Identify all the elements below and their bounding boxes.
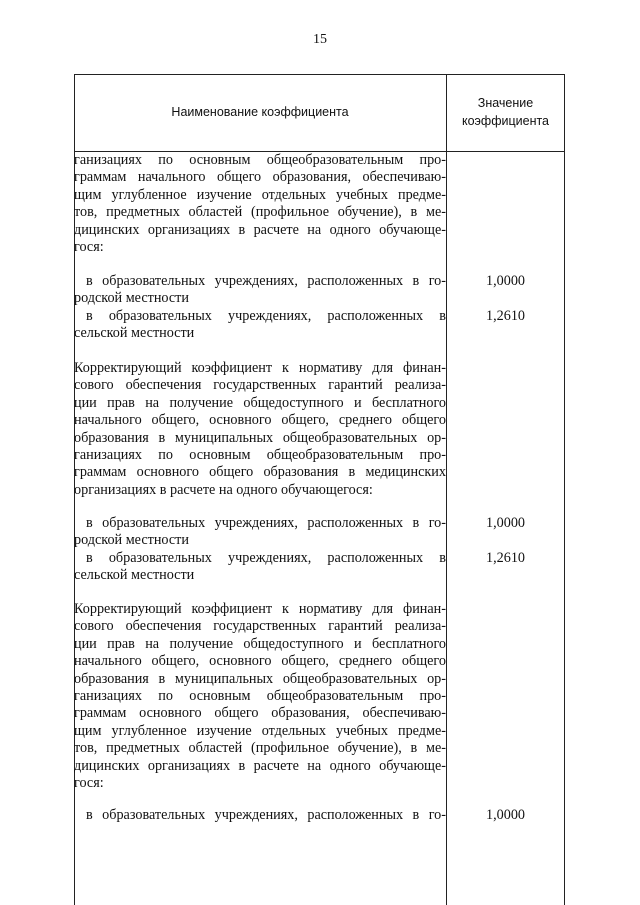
row-urban-2 [74, 515, 446, 550]
text-line: ганизациях по основным общеобразовательным про- [74, 687, 446, 704]
text-line: начального общего, основного общего, среднего общего [74, 412, 446, 429]
text-line: в образовательных учреждениях, расположенных в [86, 308, 446, 324]
text-line: в образовательных учреждениях, расположенных в [86, 550, 446, 566]
value-urban-1: 1,0000 [485, 273, 525, 289]
row-urban-1 [74, 273, 446, 308]
text-line: образования в муниципальных общеобразовательных ор- [74, 429, 446, 446]
text-line: родской местности [74, 290, 189, 307]
text-line: в образовательных учреждениях, расположенных в го- [86, 807, 446, 823]
column-header-name: Наименование коэффициента [171, 105, 349, 119]
text-line: тов, предметных областей (профильное обучение), в ме- [74, 740, 446, 757]
text-line: сельской местности [74, 567, 195, 584]
column-header-value-line2: коэффициента [461, 113, 550, 128]
row-rural-2 [74, 550, 446, 585]
text-line: сельской местности [74, 325, 195, 342]
column-header-value [446, 74, 565, 151]
value-urban-3: 1,0000 [485, 807, 525, 823]
value-rural-2: 1,2610 [485, 550, 525, 566]
text-line: Корректирующий коэффициент к нормативу для финан- [74, 601, 446, 617]
text-line: в образовательных учреждениях, расположенных в го- [86, 515, 446, 531]
text-line: Корректирующий коэффициент к нормативу для финан- [74, 360, 446, 376]
text-line: щим углубленное изучение отдельных учебных предме- [74, 722, 446, 739]
text-line: граммам основного общего образования в медицинских [74, 464, 446, 481]
text-line: образования в муниципальных общеобразовательных ор- [74, 670, 446, 687]
column-divider [446, 74, 447, 905]
text-line: граммам основного общего образования, обеспечиваю- [74, 705, 446, 722]
row-urban-3 [74, 807, 446, 824]
coefficient-description-2 [74, 360, 446, 499]
table-right-border [564, 74, 565, 905]
text-line: организациях в расчете на одного обучающегося: [74, 481, 373, 498]
page-number: 15 [313, 32, 327, 47]
text-line: щим углубленное изучение отдельных учебных предме- [74, 186, 446, 203]
text-line: гося: [74, 238, 104, 255]
coefficient-table [74, 74, 565, 905]
continuation-text [74, 152, 446, 256]
text-line: граммам начального общего образования, обеспечиваю- [74, 169, 446, 186]
text-line: в образовательных учреждениях, расположенных в го- [86, 273, 446, 289]
coefficient-description-3 [74, 601, 446, 792]
row-rural-1 [74, 308, 446, 343]
value-rural-1: 1,2610 [485, 308, 525, 324]
text-line: гося: [74, 774, 104, 791]
text-line: ции прав на получение общедоступного и бесплатного [74, 635, 446, 652]
text-line: ганизациях по основным общеобразовательным про- [74, 446, 446, 463]
text-line: тов, предметных областей (профильное обучение), в ме- [74, 204, 446, 221]
text-line: дицинских организациях в расчете на одного обучающе- [74, 221, 446, 238]
value-urban-2: 1,0000 [485, 515, 525, 531]
text-line: дицинских организациях в расчете на одного обучающе- [74, 757, 446, 774]
text-line: начального общего, основного общего, среднего общего [74, 653, 446, 670]
column-header-value-line1: Значение [477, 96, 534, 111]
text-line: ции прав на получение общедоступного и бесплатного [74, 394, 446, 411]
text-line: родской местности [74, 532, 189, 549]
text-line: ганизациях по основным общеобразовательным про- [74, 152, 446, 168]
text-line: сового обеспечения государственных гарантий реализа- [74, 618, 446, 635]
text-line: сового обеспечения государственных гарантий реализа- [74, 377, 446, 394]
